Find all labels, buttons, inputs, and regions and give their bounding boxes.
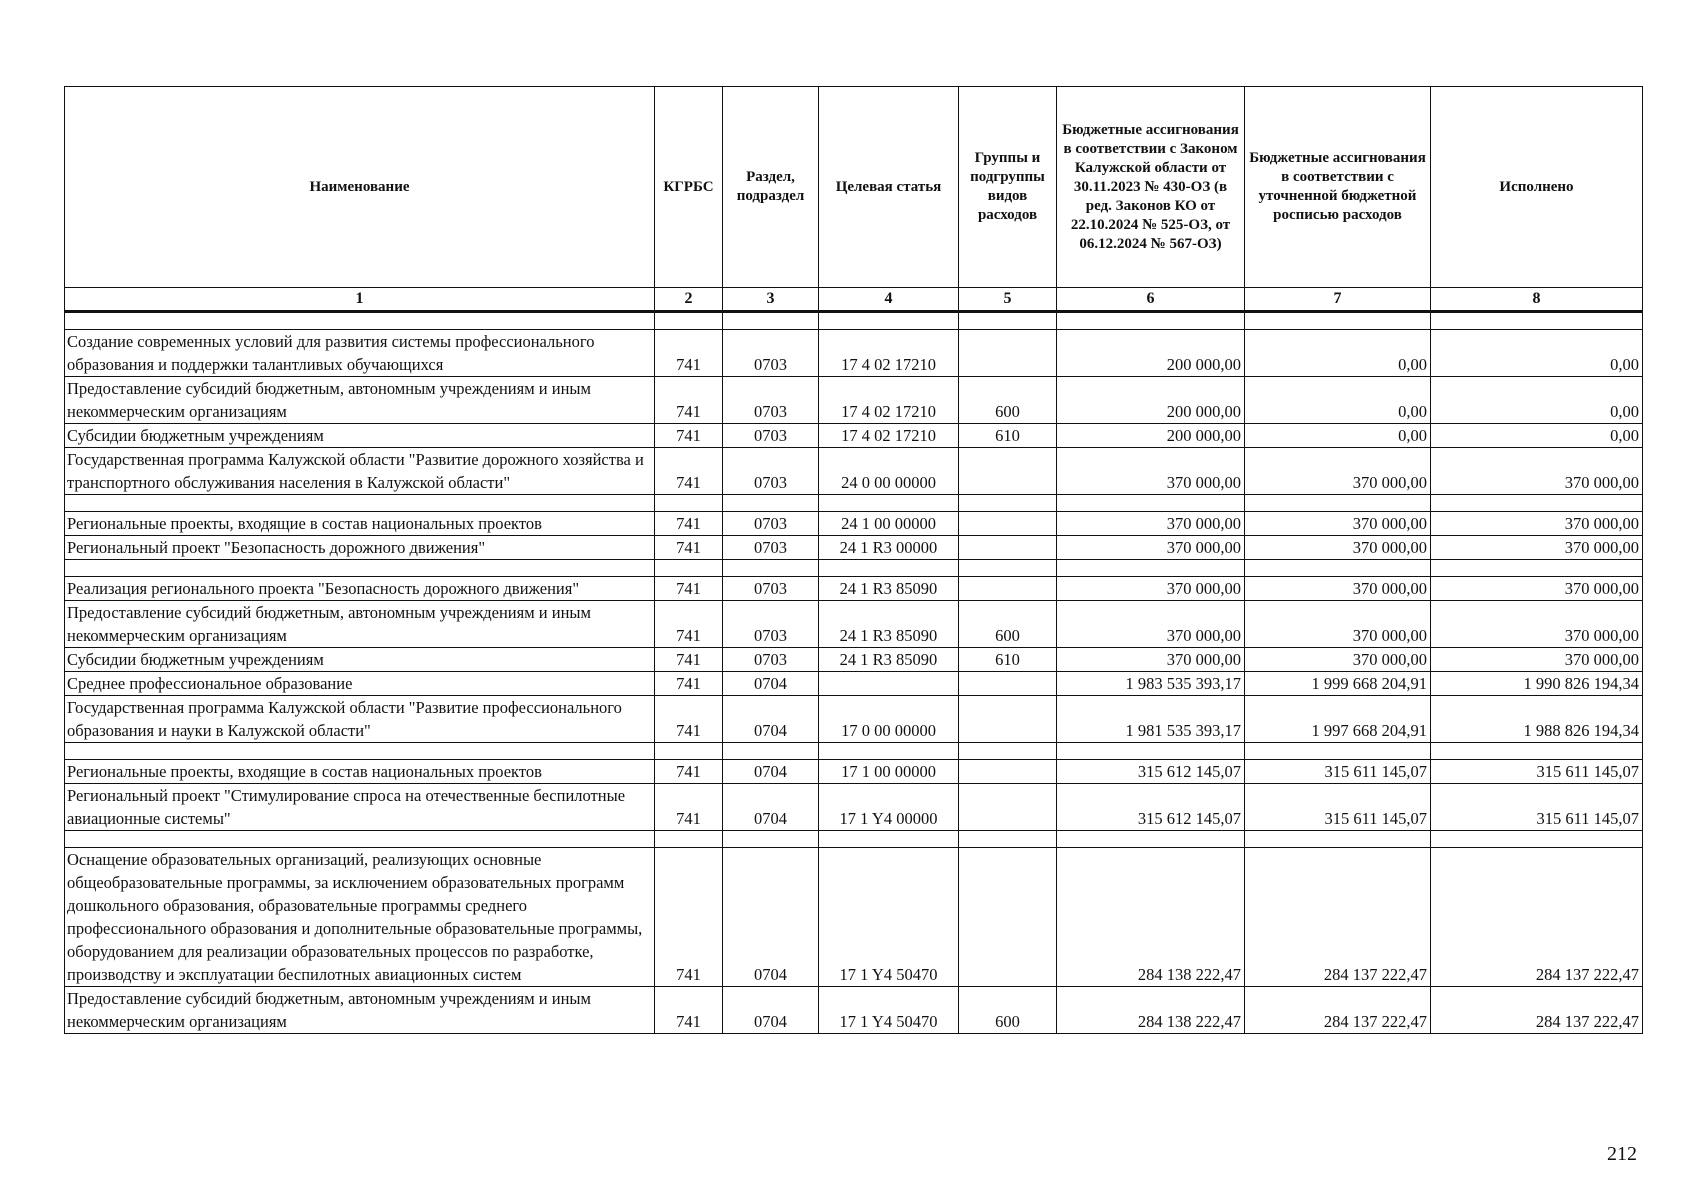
row-executed-amount: 1 988 826 194,34 — [1431, 696, 1643, 743]
row-kgrbs: 741 — [655, 672, 723, 696]
row-target: 17 4 02 17210 — [819, 330, 959, 377]
table-row — [65, 784, 1643, 831]
row-executed-amount: 0,00 — [1431, 330, 1643, 377]
row-refined-amount: 1 997 668 204,91 — [1245, 696, 1431, 743]
row-group: 600 — [959, 987, 1057, 1034]
row-executed-amount: 370 000,00 — [1431, 648, 1643, 672]
table-row — [65, 848, 1643, 987]
row-name: Государственная программа Калужской области "Развитие профессионального образования и науки в Калужской области" — [65, 696, 655, 743]
header-executed: Исполнено — [1431, 87, 1643, 288]
spacer-row — [65, 495, 1643, 512]
row-group — [959, 848, 1057, 987]
row-group: 600 — [959, 601, 1057, 648]
header-name: Наименование — [65, 87, 655, 288]
header-groups: Группы и подгруппы видов расходов — [959, 87, 1057, 288]
row-executed-amount: 0,00 — [1431, 424, 1643, 448]
row-section: 0703 — [723, 448, 819, 495]
row-executed-amount: 315 611 145,07 — [1431, 784, 1643, 831]
row-name: Региональные проекты, входящие в состав национальных проектов — [65, 760, 655, 784]
spacer-row — [65, 831, 1643, 848]
header-section: Раздел, подраздел — [723, 87, 819, 288]
row-section: 0703 — [723, 601, 819, 648]
row-group — [959, 448, 1057, 495]
column-number: 8 — [1431, 288, 1643, 312]
row-refined-amount: 284 137 222,47 — [1245, 987, 1431, 1034]
row-refined-amount: 370 000,00 — [1245, 601, 1431, 648]
row-target: 24 1 00 00000 — [819, 512, 959, 536]
row-kgrbs: 741 — [655, 601, 723, 648]
row-group: 600 — [959, 377, 1057, 424]
row-law-amount: 370 000,00 — [1057, 648, 1245, 672]
row-executed-amount: 284 137 222,47 — [1431, 848, 1643, 987]
spacer-row — [65, 560, 1643, 577]
row-name: Среднее профессиональное образование — [65, 672, 655, 696]
table-row — [65, 330, 1643, 377]
row-target: 17 4 02 17210 — [819, 424, 959, 448]
row-group: 610 — [959, 424, 1057, 448]
row-section: 0704 — [723, 848, 819, 987]
budget-table-sheet — [64, 86, 1642, 1034]
row-executed-amount: 370 000,00 — [1431, 512, 1643, 536]
row-name: Предоставление субсидий бюджетным, автономным учреждениям и иным некоммерческим организациям — [65, 377, 655, 424]
row-executed-amount: 284 137 222,47 — [1431, 987, 1643, 1034]
row-kgrbs: 741 — [655, 377, 723, 424]
table-header-row — [65, 87, 1643, 288]
row-name: Региональный проект "Стимулирование спроса на отечественные беспилотные авиационные системы" — [65, 784, 655, 831]
row-target: 24 1 R3 00000 — [819, 536, 959, 560]
row-executed-amount: 370 000,00 — [1431, 577, 1643, 601]
column-number: 1 — [65, 288, 655, 312]
table-row — [65, 648, 1643, 672]
row-refined-amount: 370 000,00 — [1245, 577, 1431, 601]
spacer-row — [65, 743, 1643, 760]
row-law-amount: 370 000,00 — [1057, 512, 1245, 536]
column-number: 7 — [1245, 288, 1431, 312]
row-group — [959, 672, 1057, 696]
table-row — [65, 577, 1643, 601]
row-law-amount: 200 000,00 — [1057, 330, 1245, 377]
row-name: Реализация регионального проекта "Безопасность дорожного движения" — [65, 577, 655, 601]
row-target: 17 1 Y4 00000 — [819, 784, 959, 831]
row-target: 17 4 02 17210 — [819, 377, 959, 424]
row-kgrbs: 741 — [655, 696, 723, 743]
row-section: 0704 — [723, 784, 819, 831]
row-name: Предоставление субсидий бюджетным, автономным учреждениям и иным некоммерческим организациям — [65, 601, 655, 648]
row-group — [959, 330, 1057, 377]
row-group — [959, 512, 1057, 536]
row-section: 0703 — [723, 424, 819, 448]
row-law-amount: 370 000,00 — [1057, 536, 1245, 560]
row-group — [959, 760, 1057, 784]
row-section: 0704 — [723, 672, 819, 696]
row-section: 0704 — [723, 696, 819, 743]
row-name: Субсидии бюджетным учреждениям — [65, 648, 655, 672]
row-target: 17 0 00 00000 — [819, 696, 959, 743]
column-number: 2 — [655, 288, 723, 312]
row-law-amount: 1 983 535 393,17 — [1057, 672, 1245, 696]
row-law-amount: 284 138 222,47 — [1057, 987, 1245, 1034]
row-law-amount: 200 000,00 — [1057, 377, 1245, 424]
row-kgrbs: 741 — [655, 448, 723, 495]
row-target: 17 1 Y4 50470 — [819, 987, 959, 1034]
row-law-amount: 1 981 535 393,17 — [1057, 696, 1245, 743]
row-law-amount: 200 000,00 — [1057, 424, 1245, 448]
row-target: 17 1 00 00000 — [819, 760, 959, 784]
table-row — [65, 512, 1643, 536]
row-name: Государственная программа Калужской области "Развитие дорожного хозяйства и транспортного обслуживания населения в Калужской области" — [65, 448, 655, 495]
row-target: 24 0 00 00000 — [819, 448, 959, 495]
table-row — [65, 601, 1643, 648]
row-kgrbs: 741 — [655, 648, 723, 672]
row-executed-amount: 1 990 826 194,34 — [1431, 672, 1643, 696]
row-section: 0704 — [723, 987, 819, 1034]
table-row — [65, 448, 1643, 495]
row-law-amount: 284 138 222,47 — [1057, 848, 1245, 987]
row-refined-amount: 284 137 222,47 — [1245, 848, 1431, 987]
row-law-amount: 315 612 145,07 — [1057, 760, 1245, 784]
table-row — [65, 536, 1643, 560]
row-target: 24 1 R3 85090 — [819, 577, 959, 601]
row-section: 0703 — [723, 577, 819, 601]
header-target: Целевая статья — [819, 87, 959, 288]
table-row — [65, 424, 1643, 448]
row-law-amount: 370 000,00 — [1057, 577, 1245, 601]
row-kgrbs: 741 — [655, 987, 723, 1034]
row-refined-amount: 1 999 668 204,91 — [1245, 672, 1431, 696]
row-executed-amount: 370 000,00 — [1431, 601, 1643, 648]
row-section: 0703 — [723, 512, 819, 536]
row-refined-amount: 0,00 — [1245, 330, 1431, 377]
row-kgrbs: 741 — [655, 330, 723, 377]
row-target: 17 1 Y4 50470 — [819, 848, 959, 987]
table-row — [65, 987, 1643, 1034]
row-executed-amount: 0,00 — [1431, 377, 1643, 424]
row-kgrbs: 741 — [655, 536, 723, 560]
row-kgrbs: 741 — [655, 424, 723, 448]
row-executed-amount: 315 611 145,07 — [1431, 760, 1643, 784]
column-number: 3 — [723, 288, 819, 312]
row-group — [959, 536, 1057, 560]
column-number: 4 — [819, 288, 959, 312]
row-kgrbs: 741 — [655, 760, 723, 784]
column-number-row — [65, 288, 1643, 312]
row-refined-amount: 370 000,00 — [1245, 448, 1431, 495]
row-name: Оснащение образовательных организаций, реализующих основные общеобразовательные программы, за исключением образовательных программ дошкольного образования, образовательные программы среднего профессионального образования и дополнительные образовательные программы, оборудованием для реализации образовательных процессов по разработке, производству и эксплуатации беспилотных авиационных систем — [65, 848, 655, 987]
row-section: 0703 — [723, 330, 819, 377]
row-kgrbs: 741 — [655, 784, 723, 831]
row-group — [959, 696, 1057, 743]
row-kgrbs: 741 — [655, 512, 723, 536]
row-name: Региональные проекты, входящие в состав национальных проектов — [65, 512, 655, 536]
header-refined-allocations: Бюджетные ассигнования в соответствии с уточненной бюджетной росписью расходов — [1245, 87, 1431, 288]
table-row — [65, 696, 1643, 743]
row-law-amount: 315 612 145,07 — [1057, 784, 1245, 831]
row-executed-amount: 370 000,00 — [1431, 448, 1643, 495]
row-kgrbs: 741 — [655, 577, 723, 601]
row-section: 0704 — [723, 760, 819, 784]
row-refined-amount: 315 611 145,07 — [1245, 760, 1431, 784]
row-kgrbs: 741 — [655, 848, 723, 987]
row-refined-amount: 315 611 145,07 — [1245, 784, 1431, 831]
row-executed-amount: 370 000,00 — [1431, 536, 1643, 560]
row-name: Создание современных условий для развития системы профессионального образования и поддержки талантливых обучающихся — [65, 330, 655, 377]
row-section: 0703 — [723, 648, 819, 672]
table-row — [65, 377, 1643, 424]
budget-table — [64, 86, 1643, 1034]
row-refined-amount: 370 000,00 — [1245, 536, 1431, 560]
page-number: 212 — [1607, 1143, 1637, 1165]
row-group: 610 — [959, 648, 1057, 672]
table-row — [65, 760, 1643, 784]
row-name: Субсидии бюджетным учреждениям — [65, 424, 655, 448]
column-number: 5 — [959, 288, 1057, 312]
row-refined-amount: 370 000,00 — [1245, 648, 1431, 672]
table-row — [65, 672, 1643, 696]
row-name: Предоставление субсидий бюджетным, автономным учреждениям и иным некоммерческим организациям — [65, 987, 655, 1034]
spacer-row — [65, 312, 1643, 330]
row-target: 24 1 R3 85090 — [819, 648, 959, 672]
row-refined-amount: 0,00 — [1245, 424, 1431, 448]
header-kgrbs: КГРБС — [655, 87, 723, 288]
row-section: 0703 — [723, 377, 819, 424]
row-name: Региональный проект "Безопасность дорожного движения" — [65, 536, 655, 560]
row-target: 24 1 R3 85090 — [819, 601, 959, 648]
header-law-allocations: Бюджетные ассигнования в соответствии с Законом Калужской области от 30.11.2023 № 430-ОЗ (в ред. Законов КО от 22.10.2024 № 525-ОЗ, от 06.12.2024 № 567-ОЗ) — [1057, 87, 1245, 288]
row-group — [959, 577, 1057, 601]
row-section: 0703 — [723, 536, 819, 560]
column-number: 6 — [1057, 288, 1245, 312]
row-target — [819, 672, 959, 696]
row-refined-amount: 370 000,00 — [1245, 512, 1431, 536]
row-refined-amount: 0,00 — [1245, 377, 1431, 424]
row-law-amount: 370 000,00 — [1057, 601, 1245, 648]
row-group — [959, 784, 1057, 831]
row-law-amount: 370 000,00 — [1057, 448, 1245, 495]
